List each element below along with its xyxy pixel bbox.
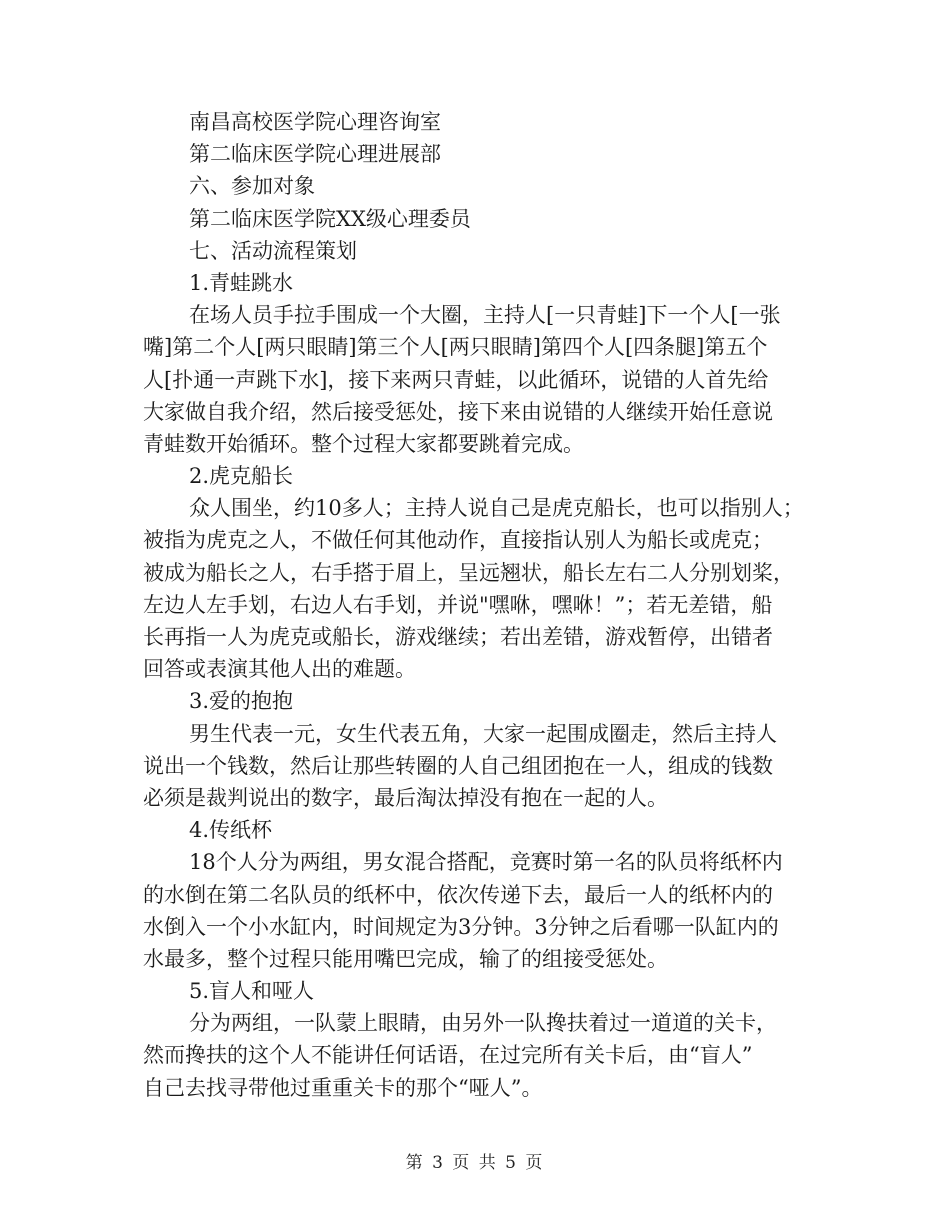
paragraph-line: 在场人员手拉手围成一个大圈，主持人[一只青蛙]下一个人[一张 <box>189 303 781 328</box>
paragraph-line: 嘴]第二个人[两只眼睛]第三个人[两只眼睛]第四个人[四条腿]第五个 <box>143 335 768 360</box>
text-line: 第二临床医学院XX级心理委员 <box>189 206 471 231</box>
section-heading: 六、参加对象 <box>189 174 315 199</box>
paragraph-line: 必须是裁判说出的数字，最后淘汰掉没有抱在一起的人。 <box>143 785 668 810</box>
text-line: 南昌高校医学院心理咨询室 <box>189 110 441 134</box>
activity-heading: 2.虎克船长 <box>189 464 294 489</box>
activity-heading: 4.传纸杯 <box>189 818 273 843</box>
paragraph-line: 大家做自我介绍，然后接受惩处，接下来由说错的人继续开始任意说 <box>143 399 773 424</box>
paragraph-line: 水倒入一个小水缸内，时间规定为3分钟。3分钟之后看哪一队缸内的 <box>143 914 779 939</box>
activity-heading: 3.爱的抱抱 <box>189 689 294 714</box>
activity-heading: 1.青蛙跳水 <box>189 270 294 295</box>
paragraph-line: 被成为船长之人，右手搭于眉上，呈远翘状，船长左右二人分别划桨， <box>143 560 794 585</box>
paragraph-line: 说出一个钱数，然后让那些转圈的人自己组团抱在一人，组成的钱数 <box>143 753 773 778</box>
paragraph-line: 青蛙数开始循环。整个过程大家都要跳着完成。 <box>143 431 584 456</box>
paragraph-line: 男生代表一元，女生代表五角，大家一起围成圈走，然后主持人 <box>189 721 777 746</box>
paragraph-line: 被指为虎克之人，不做任何其他动作，直接指认别人为船长或虎克； <box>143 528 773 553</box>
paragraph-line: 然而搀扶的这个人不能讲任何话语，在过完所有关卡后，由“盲人” <box>143 1043 753 1068</box>
paragraph-line: 自己去找寻带他过重重关卡的那个“哑人”。 <box>143 1075 543 1100</box>
activity-heading: 5.盲人和哑人 <box>189 979 315 1004</box>
paragraph-line: 水最多，整个过程只能用嘴巴完成，输了的组接受惩处。 <box>143 946 668 971</box>
paragraph-line: 众人围坐，约10多人；主持人说自己是虎克船长，也可以指别人； <box>189 496 804 521</box>
paragraph-line: 人[扑通一声跳下水]，接下来两只青蛙，以此循环，说错的人首先给 <box>143 367 769 392</box>
paragraph-line: 回答或表演其他人出的难题。 <box>143 657 416 682</box>
document-body <box>143 106 823 1104</box>
paragraph-line: 分为两组，一队蒙上眼睛，由另外一队搀扶着过一道道的关卡， <box>189 1011 777 1036</box>
paragraph-line: 长再指一人为虎克或船长，游戏继续；若出差错，游戏暂停，出错者 <box>143 625 773 649</box>
section-heading: 七、活动流程策划 <box>189 238 357 263</box>
paragraph-line: 的水倒在第二名队员的纸杯中，依次传递下去，最后一人的纸杯内的 <box>143 882 773 907</box>
paragraph-line: 左边人左手划，右边人右手划，并说"嘿咻，嘿咻！”；若无差错，船 <box>143 592 773 617</box>
paragraph-line: 18个人分为两组，男女混合搭配，竞赛时第一名的队员将纸杯内 <box>189 850 783 875</box>
page-number-footer: 第 3 页 共 5 页 <box>405 1153 545 1173</box>
text-line: 第二临床医学院心理进展部 <box>189 142 441 167</box>
